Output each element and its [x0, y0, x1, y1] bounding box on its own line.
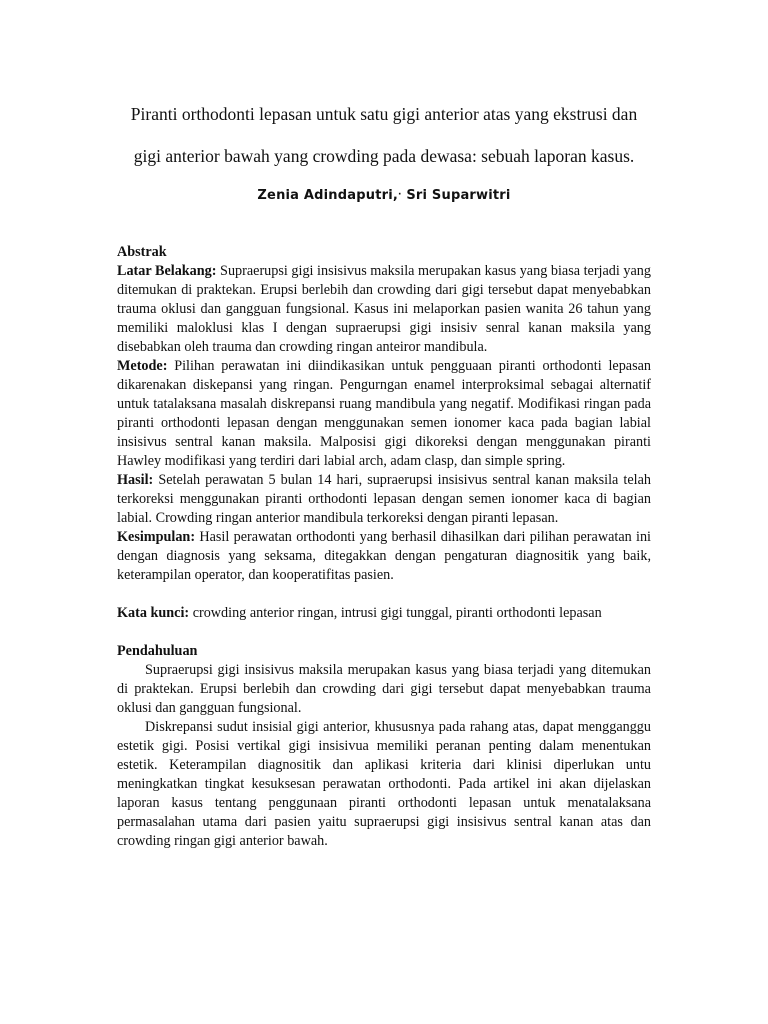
conclusion-text: Hasil perawatan orthodonti yang berhasil dihasilkan dari pilihan perawatan ini dengan diagnosis yang seksama, ditegakkan dengan pengaturan diagnositik yang baik, keterampilan operator, dan kooperatifitas pasien. [117, 529, 651, 583]
background-label: Latar Belakang: [117, 263, 217, 279]
results-label: Hasil: [117, 472, 154, 488]
abstract-results [117, 471, 651, 528]
background-text: Supraerupsi gigi insisivus maksila merupakan kasus yang biasa terjadi yang ditemukan di praktekan. Erupsi berlebih dan crowding dari gigi tersebut dapat menyebabkan trauma oklusi dan gangguan fungsional. Kasus ini melaporkan pasien wanita 26 tahun yang memiliki maloklusi klas I dengan supraerupsi gigi insisiv senral kanan maksila yang disebabkan oleh trauma dan crowding ringan anteiror mandibula. [117, 263, 651, 355]
introduction-paragraph-1: Supraerupsi gigi insisivus maksila merupakan kasus yang biasa terjadi yang ditemukan di praktekan. Erupsi berlebih dan crowding dari gigi tersebut dapat menyebabkan trauma oklusi dan gangguan fungsional. [117, 662, 651, 716]
results-text: Setelah perawatan 5 bulan 14 hari, supraerupsi insisivus sentral kanan maksila telah terkoreksi menggunakan piranti orthodonti lepasan dengan semen ionomer kaca di bagian labial. Crowding ringan anterior mandibula terkoreksi dengan piranti lepasan. [117, 472, 651, 526]
keywords [117, 604, 651, 623]
conclusion-label: Kesimpulan: [117, 529, 196, 545]
title-line-1: Piranti orthodonti lepasan untuk satu gigi anterior atas yang ekstrusi dan [130, 104, 638, 124]
abstract-background [117, 262, 651, 357]
introduction-heading: Pendahuluan [117, 643, 198, 659]
authors [90, 186, 678, 205]
author-second: Sri Suparwitri [401, 188, 511, 203]
introduction-paragraph-2: Diskrepansi sudut insisial gigi anterior, khususnya pada rahang atas, dapat mengganggu estetik gigi. Posisi vertikal gigi insisivua memiliki peranan penting dalam menentukan estetik. Keterampilan diagnositik dan aplikasi kriteria dari klinisi diperlukan untu meningkatkan tingkat kesuksesan perawatan orthodonti. Pada artikel ini akan dijelaskan laporan kasus tentang penggunaan piranti orthodonti lepasan untuk menatalaksana permasalahan utama dari pasien yaitu supraerupsi gigi insisivus sentral kanan atas dan crowding ringan gigi anterior bawah. [117, 719, 651, 849]
abstract-heading: Abstrak [117, 244, 167, 260]
methods-label: Metode: [117, 358, 168, 374]
methods-text: Pilihan perawatan ini diindikasikan untuk pengguaan piranti orthodonti lepasan dikarenakan diskepansi yang ringan. Pengurngan enamel interproksimal sebagai alternatif untuk tatalaksana masalah diskrepansi ruang mandibula yang negatif. Modifikasi ringan pada piranti orthodonti lepasan dengan menggunakan semen ionomer kaca pada bagian labial insisivus sentral kanan maksila. Malposisi gigi dikoreksi dengan menggunakan piranti Hawley modifikasi yang terdiri dari labial arch, adam clasp, dan simple spring. [117, 358, 651, 469]
title-line-2: gigi anterior bawah yang crowding pada dewasa: sebuah laporan kasus. [133, 146, 635, 166]
keywords-label: Kata kunci: [117, 605, 190, 621]
author-affiliation-mark: · [398, 190, 402, 200]
keywords-text: crowding anterior ringan, intrusi gigi tunggal, piranti orthodonti lepasan [189, 605, 602, 621]
abstract-conclusion [117, 528, 651, 585]
abstract-block [117, 243, 651, 851]
abstract-methods [117, 357, 651, 471]
author-first: Zenia Adindaputri, [257, 188, 399, 203]
